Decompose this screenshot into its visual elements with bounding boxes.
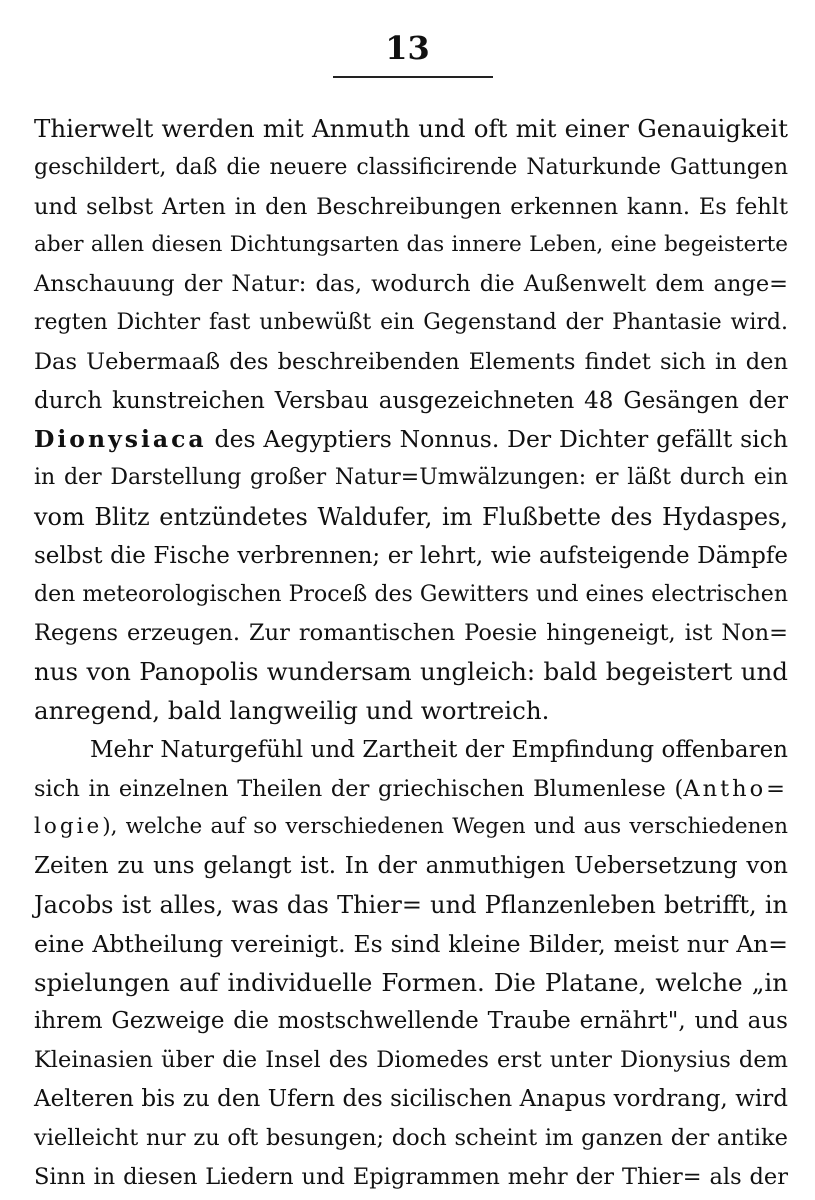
text-line: Anschauung der Natur: das, wodurch die Außenwelt dem ange= [34,271,788,298]
text-line: geschildert, daß die neuere classificirende Naturkunde Gattungen [34,154,788,180]
text-line: anregend, bald langweilig und wortreich. [34,695,550,725]
text-line: und selbst Arten in den Beschreibungen erkennen kann. Es fehlt [34,193,788,220]
text-line: Thierwelt werden mit Anmuth und oft mit einer Genauigkeit [34,114,788,143]
text-line: vielleicht nur zu oft besungen; doch scheint im ganzen der antike [34,1124,788,1151]
text-line: eine Abtheilung vereinigt. Es sind kleine Bilder, meist nur An= [34,929,788,958]
text-line: nus von Panopolis wundersam ungleich: bald begeistert und [34,657,788,687]
line-rest: ), welche auf so verschiedenen Wegen und aus verschiedenen [102,814,788,840]
emphasized-title: Dionysiaca [34,425,207,454]
text-line: Das Uebermaaß des beschreibenden Elements findet sich in den [34,348,788,375]
line-rest: des Aegyptiers Nonnus. Der Dichter gefällt sich [206,425,788,454]
text-line: spielungen auf individuelle Formen. Die Platane, welche „in [34,967,788,997]
text-line: Zeiten zu uns gelangt ist. In der anmuthigen Uebersetzung von [34,853,788,880]
text-line: ihrem Gezweige die mostschwellende Traube ernährt", und aus [34,1008,788,1035]
text-line [34,420,788,459]
emphasized-word: Antho= [683,775,788,802]
text-line [34,770,788,809]
text-line [34,808,788,847]
emphasized-word: logie [34,814,103,840]
text-line: selbst die Fische verbrennen; er lehrt, wie aufsteigende Dämpfe [34,542,788,569]
line-start: sich in einzelnen Theilen der griechischen Blumenlese ( [34,775,684,802]
text-line: aber allen diesen Dichtungsarten das innere Leben, eine begeisterte [34,232,788,258]
text-line: vom Blitz entzündetes Waldufer, im Flußbette des Hydaspes, [34,502,788,531]
page-number: 13 [385,29,430,67]
text-line: Mehr Naturgefühl und Zartheit der Empfindung offenbaren [90,736,788,763]
text-line: durch kunstreichen Versbau ausgezeichneten 48 Gesängen der [34,387,788,414]
text-line: Aelteren bis zu den Ufern des sicilischen Anapus vordrang, wird [34,1085,788,1112]
text-line: Jacobs ist alles, was das Thier= und Pflanzenleben betrifft, in [34,890,788,919]
text-line: regten Dichter fast unbewüßt ein Gegenstand der Phantasie wird. [34,309,788,335]
text-line: Kleinasien über die Insel des Diomedes erst unter Dionysius dem [34,1047,788,1074]
body-text [34,110,788,1196]
text-line: den meteorologischen Proceß des Gewitters und eines electrischen [34,581,788,607]
header-rule [333,76,493,78]
text-line: in der Darstellung großer Natur=Umwälzungen: er läßt durch ein [34,465,788,491]
text-line: Sinn in diesen Liedern und Epigrammen mehr der Thier= als der [34,1163,788,1190]
text-line: Regens erzeugen. Zur romantischen Poesie hingeneigt, ist Non= [34,620,788,647]
